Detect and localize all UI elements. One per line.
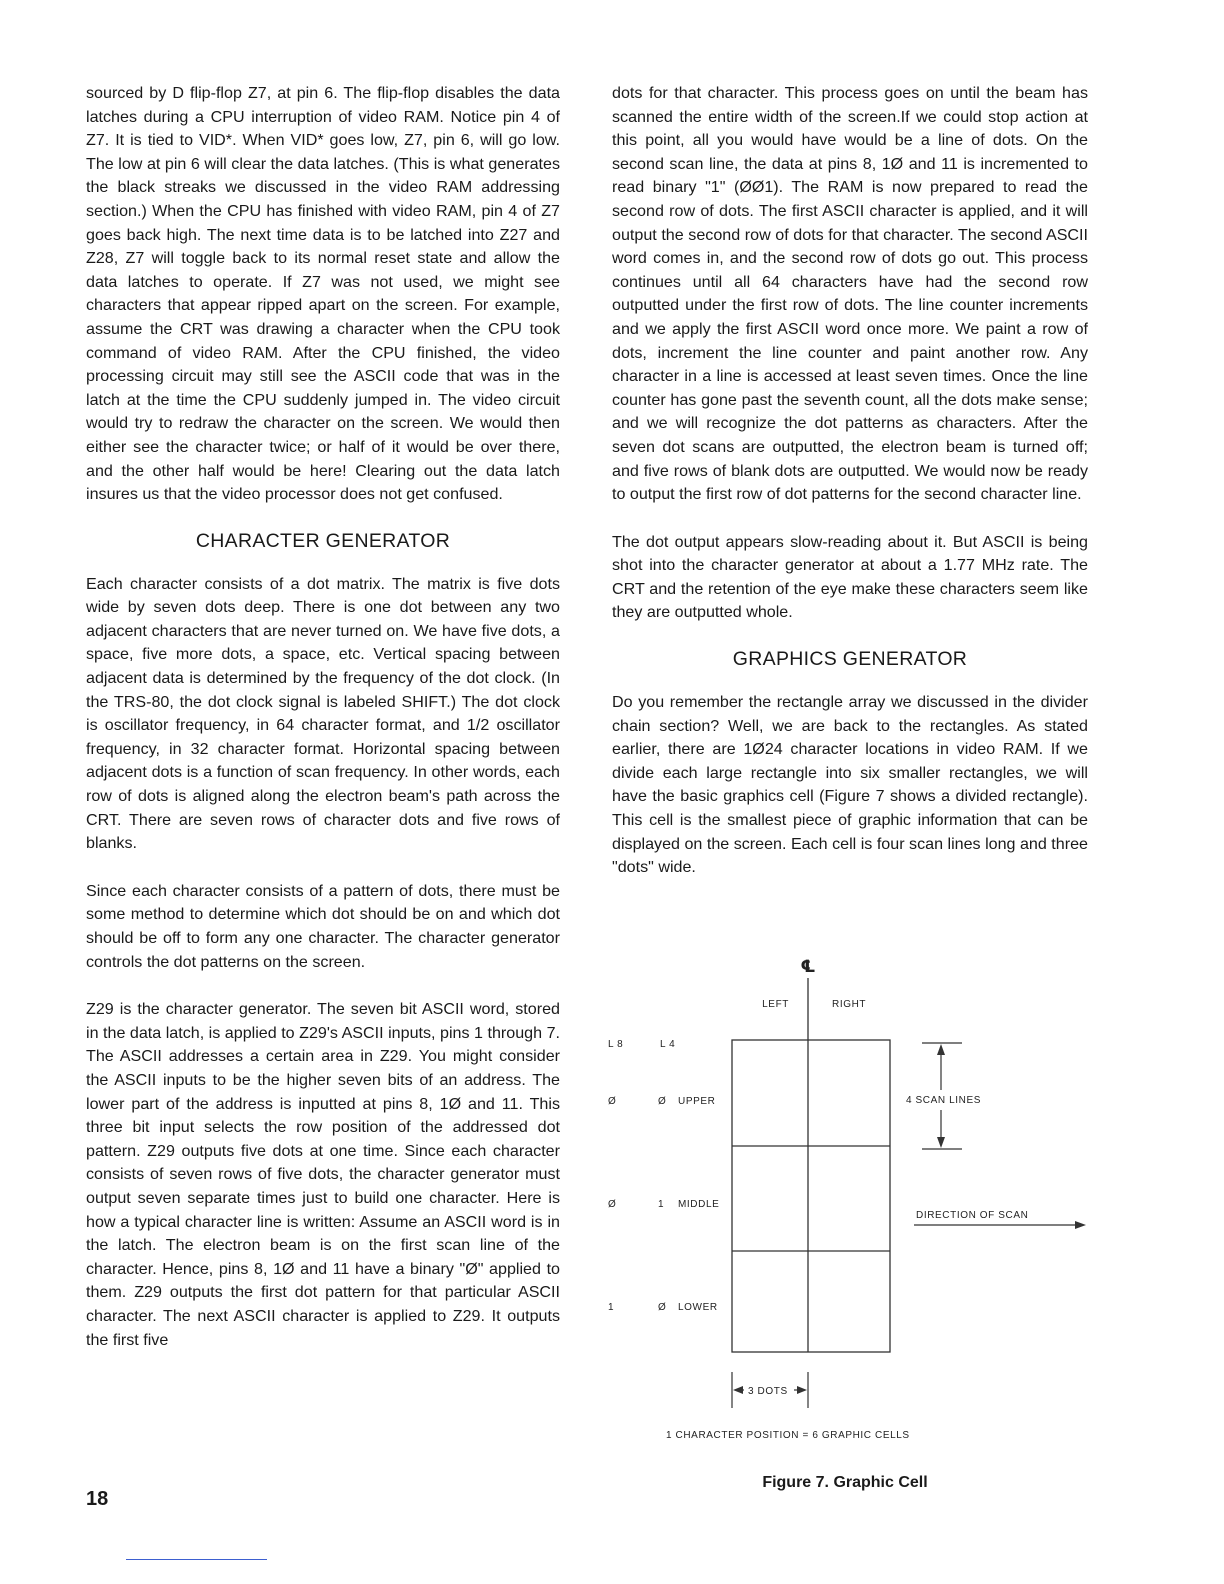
figure-caption: Figure 7. Graphic Cell [762, 1474, 928, 1491]
right-paragraph-3: Do you remember the rectangle array we discussed in the divider chain section? Well, we are back to the rectangles. As stated earlier, there are 1Ø24 character locations in video RAM. If we divide each large rectangle into six smaller rectangles, we will have the basic graphics cell (Figure 7 shows a divided rectangle). This cell is the smallest piece of graphic information that can be displayed on the screen. Each cell is four scan lines long and three "dots" wide. [612, 693, 1088, 877]
graphic-cell-figure [596, 952, 1096, 1452]
heading-graphics-generator: GRAPHICS GENERATOR [732, 648, 968, 671]
right-column [612, 82, 1088, 880]
row-middle-l4: 1 [658, 1199, 665, 1210]
footer-rule [126, 1559, 267, 1560]
left-label: LEFT [762, 999, 789, 1010]
cell-grid [732, 1040, 890, 1352]
centerline-symbol: ℄ [800, 957, 816, 977]
row-upper-label: UPPER [678, 1096, 716, 1107]
row-lower-l4: Ø [658, 1302, 667, 1313]
direction-arrow [914, 1221, 1086, 1229]
dots-label: 3 DOTS [748, 1386, 788, 1397]
header-l8: L 8 [608, 1039, 624, 1050]
row-lower-label: LOWER [678, 1302, 718, 1313]
row-upper-l8: Ø [608, 1096, 617, 1107]
left-column [86, 82, 560, 1352]
left-paragraph-2: Each character consists of a dot matrix. The matrix is five dots wide by seven dots deep. There is one dot between any two adjacent characters that are never turned on. We have five dots, a space, five more dots, a space, etc. Vertical spacing between adjacent data is determined by the frequency of the dot clock. (In the TRS-80, the dot clock signal is labeled SHIFT.) The dot clock is oscillator frequency, in 64 character format, and 1/2 oscillator frequency, in 32 character format. Horizontal spacing between adjacent dots is a function of scan frequency. In other words, each row of dots is aligned along the electron beam's path across the CRT. There are seven rows of character dots and five rows of blanks. [86, 574, 560, 853]
row-lower-l8: 1 [608, 1302, 615, 1313]
heading-character-generator: CHARACTER GENERATOR [195, 529, 451, 552]
right-paragraph-2: The dot output appears slow-reading about it. But ASCII is being shot into the character generator at about a 1.77 MHz rate. The CRT and the retention of the eye make these characters seem like they are outputted whole. [612, 532, 1088, 622]
left-paragraph-3: Since each character consists of a pattern of dots, there must be some method to determine which dot should be on and which dot should be off to form any one character. The character generator controls the dot patterns on the screen. [86, 881, 560, 971]
page-number: 18 [86, 1488, 109, 1510]
direction-of-scan-label: DIRECTION OF SCAN [916, 1210, 1029, 1221]
right-paragraph-1: dots for that character. This process goes on until the beam has scanned the entire width of the screen.If we could stop action at this point, all you would have would be a line of dots. On the second scan line, the data at pins 8, 1Ø and 11 is incremented to read binary "1" (ØØ1). The RAM is now prepared to read the second row of dots. The first ASCII character is applied, and it will output the second row of dots for that character. The second ASCII word comes in, and the second row of dots go out. This process continues until all 64 characters have had the second row outputted under the first row of dots. The line counter increments and we apply the first ASCII word once more. We paint a row of dots, increment the line counter and paint another row. Any character in a line is accessed at least seven times. Once the line counter has gone past the seventh count, all the dots make sense; and we will recognize the dot patterns as characters. After the seven dot scans are outputted, the electron beam is turned off; and five rows of blank dots are outputted. We would now be ready to output the first row of dot patterns for the second character line. [612, 84, 1088, 504]
right-label: RIGHT [832, 999, 867, 1010]
row-upper-l4: Ø [658, 1096, 667, 1107]
row-middle-label: MIDDLE [678, 1199, 720, 1210]
character-position-note: 1 CHARACTER POSITION = 6 GRAPHIC CELLS [666, 1430, 910, 1441]
left-paragraph-1: sourced by D flip-flop Z7, at pin 6. The flip-flop disables the data latches during a CPU interruption of video RAM. Notice pin 4 of Z7. It is tied to VID*. When VID* goes low, Z7, pin 6, will go low. The low at pin 6 will clear the data latches. (This is what generates the black streaks we discussed in the video RAM addressing section.) When the CPU has finished with video RAM, pin 4 of Z7 goes back high. The next time data is to be latched into Z27 and Z28, Z7 will toggle back to its normal reset state and allow the data latches to operate. If Z7 was not used, we might see characters that appear ripped apart on the screen. For example, assume the CRT was drawing a character when the CPU took command of video RAM. After the CPU finished, the video processing circuit may still see the ASCII code that was in the latch at the time the CPU suddenly jumped in. The video circuit would try to redraw the character on the screen. We would then either see the character twice; or half of it would be over there, and the other half would be here! Clearing out the data latch insures us that the video processor does not get confused. [86, 84, 560, 504]
header-l4: L 4 [660, 1039, 676, 1050]
scan-lines-label: 4 SCAN LINES [906, 1095, 982, 1106]
row-middle-l8: Ø [608, 1199, 617, 1210]
left-paragraph-4: Z29 is the character generator. The seven bit ASCII word, stored in the data latch, is applied to Z29's ASCII inputs, pins 1 through 7. The ASCII addresses a certain area in Z29. You might consider the ASCII inputs to be the higher seven bits of an address. The lower part of the address is inputted at pins 8, 1Ø and 11. This three bit input selects the row position of the addressed dot pattern. Z29 outputs five dots at one time. Since each character consists of seven rows of five dots, the character generator must output seven separate times just to build one character. Here is how a typical character line is written: Assume an ASCII word is in the latch. The electron beam is on the first scan line of the character. Hence, pins 8, 1Ø and 11 have a binary "Ø" applied to them. Z29 outputs the first dot pattern for that particular ASCII character. The next ASCII character is applied to Z29. It outputs the first five [86, 1000, 560, 1349]
